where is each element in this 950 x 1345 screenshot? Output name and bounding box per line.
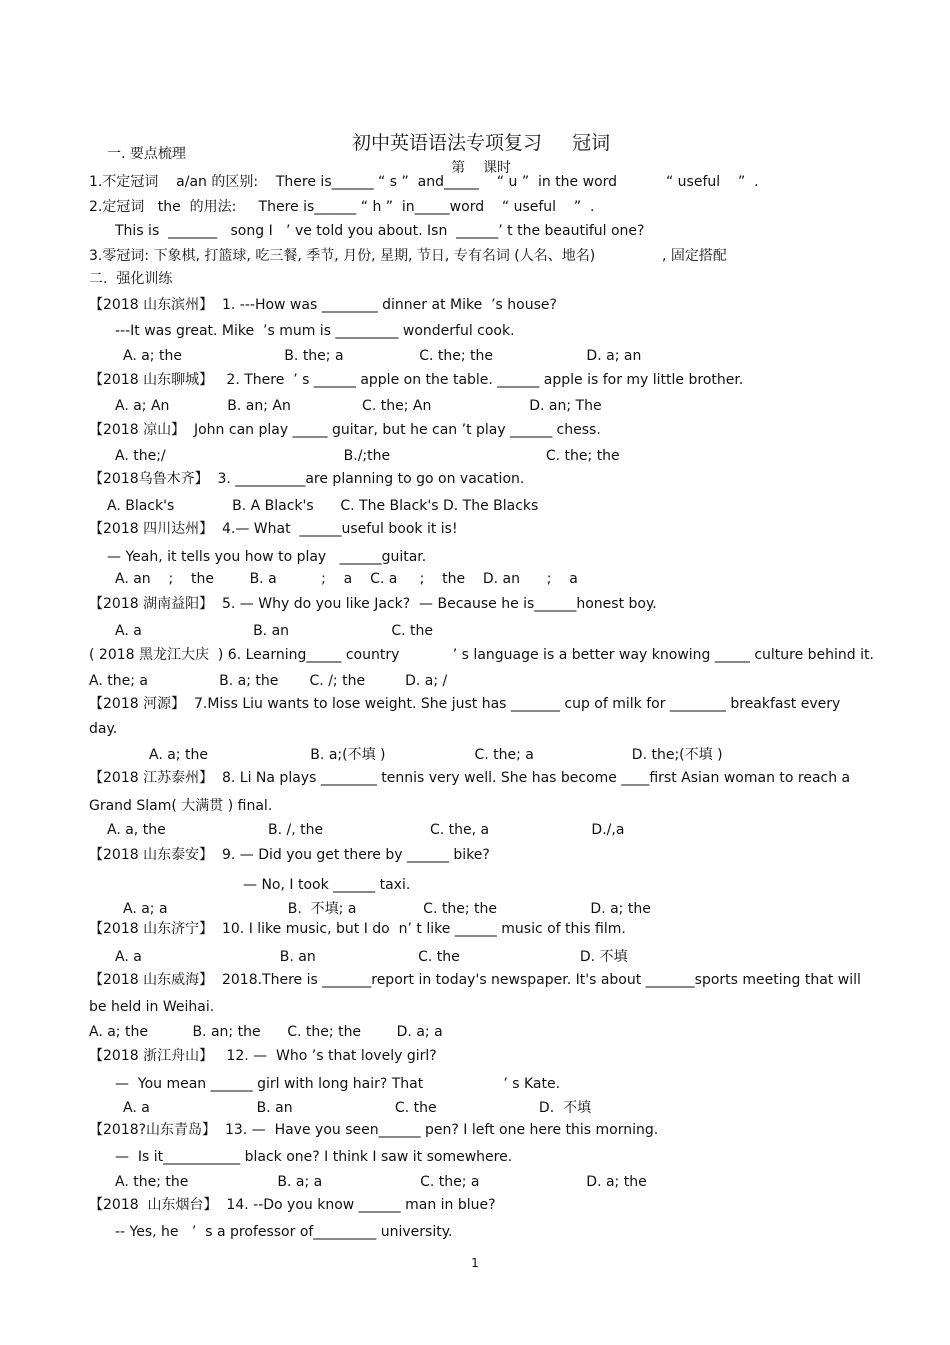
text-line: A. a, the B. /, the C. the, a D./,a	[107, 822, 625, 838]
text-line: 1.不定冠词 a/an 的区别: There is______ “ s ” and_____ “ u ” in the word “ useful ” .	[89, 174, 759, 190]
text-line: A. a B. an C. the D. 不填	[123, 1100, 592, 1116]
text-line: -- Yes, he ’ s a professor of_________ university.	[115, 1224, 453, 1240]
text-line: 【2018 湖南益阳】 5. — Why do you like Jack? — Because he is______honest boy.	[89, 596, 657, 612]
text-line: ( 2018 黑龙江大庆 ) 6. Learning_____ country ’ s language is a better way knowing _____ culture behind it.	[89, 647, 874, 663]
text-line: 【2018 山东烟台】 14. --Do you know ______ man in blue?	[89, 1197, 496, 1213]
page-number: 1	[471, 1256, 479, 1270]
text-line: be held in Weihai.	[89, 999, 215, 1015]
text-line: 【2018 浙江舟山】 12. — Who ’s that lovely girl?	[89, 1048, 437, 1064]
text-line: A. the; the B. a; a C. the; a D. a; the	[115, 1174, 647, 1190]
text-line: A. a; the B. the; a C. the; the D. a; an	[123, 348, 642, 364]
text-line: ---It was great. Mike ’s mum is _________ wonderful cook.	[115, 323, 515, 339]
text-line: — No, I took ______ taxi.	[243, 877, 411, 893]
text-line: A. a; the B. a;(不填 ) C. the; a D. the;(不填 )	[149, 747, 723, 763]
text-line: 3.零冠词: 下象棋, 打篮球, 吃三餐, 季节, 月份, 星期, 节日, 专有名词 (人名、地名) , 固定搭配	[89, 248, 727, 264]
text-line: 【2018 山东滨州】 1. ---How was ________ dinner at Mike ’s house?	[89, 297, 557, 313]
text-line: A. Black's B. A Black's C. The Black's D. The Blacks	[107, 498, 539, 514]
text-line: 【2018 河源】 7.Miss Liu wants to lose weight. She just has _______ cup of milk for ________ breakfast every	[89, 696, 841, 712]
text-line: A. a; the B. an; the C. the; the D. a; a	[89, 1024, 443, 1040]
text-line: A. the; a B. a; the C. /; the D. a; /	[89, 673, 448, 689]
text-line: 一. 要点梳理	[107, 146, 186, 162]
text-line: 【2018 山东聊城】 2. There ’ s ______ apple on the table. ______ apple is for my little brother.	[89, 372, 744, 388]
text-line: day.	[89, 721, 118, 737]
title-main: 初中英语语法专项复习 冠词	[351, 132, 611, 154]
text-line: 二. 强化训练	[89, 271, 173, 287]
page-title	[0, 106, 950, 177]
text-line: — You mean ______ girl with long hair? That ’ s Kate.	[115, 1076, 561, 1092]
text-line: 2.定冠词 the 的用法: There is______ “ h ” in_____word “ useful ” .	[89, 199, 595, 215]
text-line: A. a; An B. an; An C. the; An D. an; The	[115, 398, 602, 414]
text-line: A. an ; the B. a ; a C. a ; the D. an ; a	[115, 571, 578, 587]
text-line: A. a B. an C. the D. 不填	[115, 949, 628, 965]
text-line: 【2018乌鲁木齐】 3. __________are planning to go on vacation.	[89, 471, 525, 487]
text-line: Grand Slam( 大满贯 ) final.	[89, 798, 273, 814]
text-line: 【2018 四川达州】 4.— What ______useful book it is!	[89, 521, 458, 537]
text-line: A. a; a B. 不填; a C. the; the D. a; the	[123, 901, 651, 917]
text-line: 【2018 江苏泰州】 8. Li Na plays ________ tennis very well. She has become ____first Asian woman to reach a	[89, 770, 851, 786]
text-line: This is _______ song I ’ ve told you about. Isn ______’ t the beautiful one?	[115, 223, 645, 239]
text-line: 【2018 山东济宁】 10. I like music, but I do n’ t like ______ music of this film.	[89, 921, 626, 937]
text-line: — Yeah, it tells you how to play ______guitar.	[107, 549, 427, 565]
text-line: — Is it___________ black one? I think I saw it somewhere.	[115, 1149, 513, 1165]
text-line: 【2018 凉山】 John can play _____ guitar, but he can ’t play ______ chess.	[89, 422, 601, 438]
text-line: 【2018 山东泰安】 9. — Did you get there by ______ bike?	[89, 847, 490, 863]
text-line: A. the;/ B./;the C. the; the	[115, 448, 620, 464]
text-line: 【2018?山东青岛】 13. — Have you seen______ pen? I left one here this morning.	[89, 1122, 659, 1138]
title-sub: 第 课时	[451, 160, 511, 176]
text-line: 【2018 山东威海】 2018.There is _______report in today's newspaper. It's about _______sports meeting that will	[89, 972, 861, 988]
text-line: A. a B. an C. the	[115, 623, 434, 639]
